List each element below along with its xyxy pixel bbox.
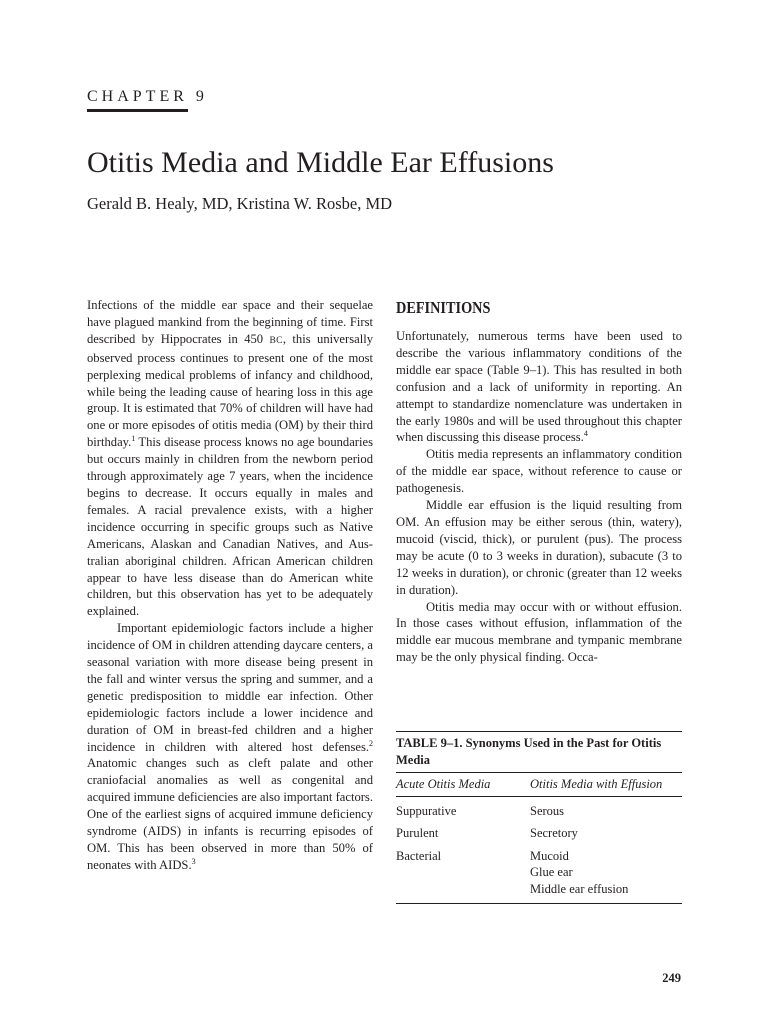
- table-row: [396, 819, 682, 842]
- table-caption: TABLE 9–1. Synonyms Used in the Past for Otitis Media: [396, 732, 682, 773]
- table-header-row: [396, 773, 682, 797]
- text-run: Important epidemiologic factors include a higher incidence of OM in children attending daycare centers, a seasonal variation with more disease being present in the fall and winter versus the spring and summer, and a genetic predisposition to middle ear infection. Other epidemiologic factors include a lower incidence and duration of OM in breast-fed children and a higher incidence in children with altered host defenses.: [87, 621, 373, 754]
- left-column: [87, 297, 373, 874]
- authors: Gerald B. Healy, MD, Kristina W. Rosbe, MD: [87, 194, 393, 213]
- table-cell: Bacterial: [396, 848, 442, 863]
- continuation-paragraph: Otitis media may occur with or without effusion. In those cases without effusion, inflammation of the middle ear mucous membrane and tympanic membrane may be the only physical finding. Occa-: [396, 599, 682, 665]
- table-header-cell: Acute Otitis Media: [396, 777, 491, 791]
- cell-line: Secretory: [530, 826, 578, 840]
- table-cell: [530, 825, 682, 842]
- reference-superscript: 2: [369, 738, 373, 748]
- cell-line: Serous: [530, 803, 565, 818]
- otitis-media-paragraph: Otitis media represents an inflammatory condition of the middle ear space, without reference to cause or pathogenesis.: [396, 447, 682, 496]
- synonyms-table: [396, 731, 682, 904]
- right-column: [396, 297, 682, 666]
- definitions-paragraph: [396, 328, 682, 446]
- cell-line: Glue ear: [530, 865, 573, 879]
- table-cell: Purulent: [396, 826, 439, 840]
- table-cell: [530, 803, 682, 820]
- table-cell: [530, 848, 682, 898]
- table-row: [396, 842, 682, 904]
- chapter-rule: [87, 109, 188, 112]
- cell-line: Mucoid: [530, 848, 569, 863]
- text-run: Infections of the middle ear space and their sequelae have plagued mankind from the beginning of time. First described by Hippocrates in 450: [87, 298, 373, 346]
- text-run: Unfortunately, numerous terms have been used to describe the various inflammatory conditions of the middle ear space (Table 9–1). This has resulted in both confusion and a lack of uniformity in reporting. An attempt to standardize nomenclature was undertaken in the early 1980s and will be used throughout this chapter when discussing this disease process.: [396, 329, 682, 445]
- epidemiology-paragraph: [87, 620, 373, 874]
- section-heading: DEFINITIONS: [396, 298, 491, 317]
- table-row: [396, 797, 682, 820]
- intro-paragraph: [87, 297, 373, 620]
- table-header-cell: Otitis Media with Effusion: [530, 777, 663, 791]
- table-cell: Suppurative: [396, 803, 457, 818]
- cell-line: Middle ear effusion: [530, 881, 629, 896]
- effusion-paragraph: Middle ear effusion is the liquid resulting from OM. An effusion may be either serous (thin, watery), mucoid (viscid, thick), or purulent (pus). The process may be acute (0 to 3 weeks in duration), subacute (3 to 12 weeks in duration), or chronic (greater than 12 weeks in duration).: [396, 498, 682, 597]
- chapter-title: Otitis Media and Middle Ear Effusions: [87, 146, 554, 179]
- text-run: , this universally observed process continues to present one of the most perplexing medical problems of infancy and childhood, while being the leading cause of hearing loss in this age group. It is estimated that 70% of children will have had one or more episodes of otitis media (OM) by their third birthday.: [87, 331, 373, 450]
- page-number: 249: [662, 971, 681, 985]
- reference-superscript: 3: [191, 856, 196, 866]
- reference-superscript: 1: [131, 434, 136, 444]
- chapter-label: CHAPTER 9: [87, 88, 208, 105]
- era-abbreviation: BC: [269, 335, 283, 346]
- text-run: This disease process knows no age boundaries but occurs mainly in children from the newborn period through approximately age 7 years, when the incidence begins to decrease. It occurs equally in males and females. A racial prevalence exists, with a higher incidence occurring in specific groups such as Native Americans, Alaskan and Canadian Natives, and Australian aboriginal children. African American children appear to have less disease than do American white children, but this observation has yet to be adequately explained.: [87, 435, 373, 619]
- reference-superscript: 4: [583, 429, 588, 439]
- text-run: Anatomic changes such as cleft palate and other craniofacial anomalies as well as congenital and acquired immune deficiencies are also important factors. One of the earliest signs of acquired immune deficiency syndrome (AIDS) in infants is recurring episodes of OM. This has been observed in more than 50% of neonates with AIDS.: [87, 756, 373, 872]
